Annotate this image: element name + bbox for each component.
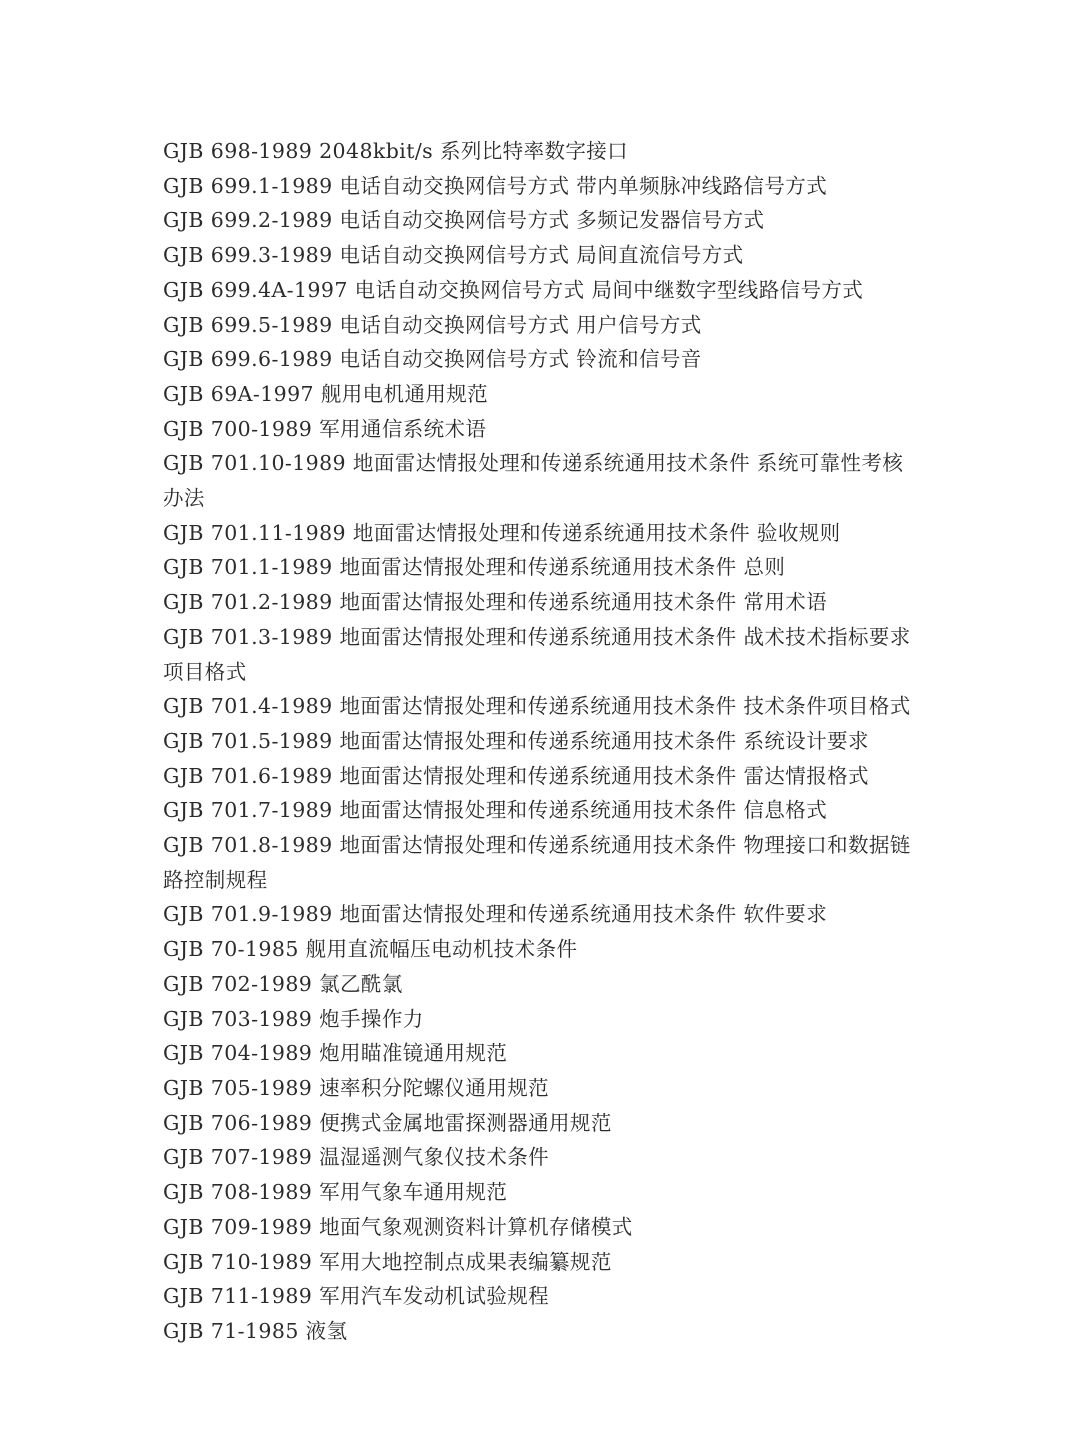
list-item: GJB 699.4A-1997 电话自动交换网信号方式 局间中继数字型线路信号方式 bbox=[163, 277, 864, 302]
list-item: GJB 701.3-1989 地面雷达情报处理和传递系统通用技术条件 战术技术指标要求项目格式 bbox=[163, 624, 911, 684]
list-item: GJB 704-1989 炮用瞄准镜通用规范 bbox=[163, 1041, 508, 1066]
list-item: GJB 70-1985 舰用直流幅压电动机技术条件 bbox=[163, 937, 578, 962]
list-item: GJB 708-1989 军用气象车通用规范 bbox=[163, 1180, 508, 1205]
list-item: GJB 698-1989 2048kbit/s 系列比特率数字接口 bbox=[163, 139, 629, 163]
list-item: GJB 701.2-1989 地面雷达情报处理和传递系统通用技术条件 常用术语 bbox=[163, 590, 828, 615]
list-item: GJB 709-1989 地面气象观测资料计算机存储模式 bbox=[163, 1214, 633, 1239]
list-item: GJB 701.4-1989 地面雷达情报处理和传递系统通用技术条件 技术条件项目格式 bbox=[163, 694, 911, 719]
list-item: GJB 71-1985 液氢 bbox=[163, 1318, 348, 1343]
list-item: GJB 701.9-1989 地面雷达情报处理和传递系统通用技术条件 软件要求 bbox=[163, 902, 828, 927]
list-item: GJB 699.2-1989 电话自动交换网信号方式 多频记发器信号方式 bbox=[163, 208, 765, 233]
list-item: GJB 706-1989 便携式金属地雷探测器通用规范 bbox=[163, 1110, 612, 1135]
list-item: GJB 701.11-1989 地面雷达情报处理和传递系统通用技术条件 验收规则 bbox=[163, 520, 841, 545]
list-item: GJB 701.6-1989 地面雷达情报处理和传递系统通用技术条件 雷达情报格式 bbox=[163, 763, 869, 788]
list-item: GJB 701.7-1989 地面雷达情报处理和传递系统通用技术条件 信息格式 bbox=[163, 798, 828, 823]
list-item: GJB 710-1989 军用大地控制点成果表编纂规范 bbox=[163, 1249, 612, 1274]
list-item: GJB 701.1-1989 地面雷达情报处理和传递系统通用技术条件 总则 bbox=[163, 555, 786, 580]
list-item: GJB 699.1-1989 电话自动交换网信号方式 带内单频脉冲线路信号方式 bbox=[163, 173, 828, 198]
list-item: GJB 69A-1997 舰用电机通用规范 bbox=[163, 381, 489, 406]
list-item: GJB 701.5-1989 地面雷达情报处理和传递系统通用技术条件 系统设计要求 bbox=[163, 728, 869, 753]
list-item: GJB 703-1989 炮手操作力 bbox=[163, 1006, 424, 1031]
list-item: GJB 699.5-1989 电话自动交换网信号方式 用户信号方式 bbox=[163, 312, 702, 337]
list-item: GJB 711-1989 军用汽车发动机试验规程 bbox=[163, 1284, 550, 1309]
list-item: GJB 701.8-1989 地面雷达情报处理和传递系统通用技术条件 物理接口和数据链路控制规程 bbox=[163, 833, 911, 892]
list-item: GJB 705-1989 速率积分陀螺仪通用规范 bbox=[163, 1075, 550, 1100]
list-item: GJB 699.6-1989 电话自动交换网信号方式 铃流和信号音 bbox=[163, 347, 702, 372]
list-item: GJB 702-1989 氯乙酰氯 bbox=[163, 971, 403, 996]
list-item: GJB 700-1989 军用通信系统术语 bbox=[163, 416, 487, 441]
list-item: GJB 701.10-1989 地面雷达情报处理和传递系统通用技术条件 系统可靠性考核办法 bbox=[163, 451, 904, 511]
standards-list bbox=[163, 134, 923, 1349]
list-item: GJB 707-1989 温湿遥测气象仪技术条件 bbox=[163, 1145, 550, 1170]
list-item: GJB 699.3-1989 电话自动交换网信号方式 局间直流信号方式 bbox=[163, 243, 744, 268]
